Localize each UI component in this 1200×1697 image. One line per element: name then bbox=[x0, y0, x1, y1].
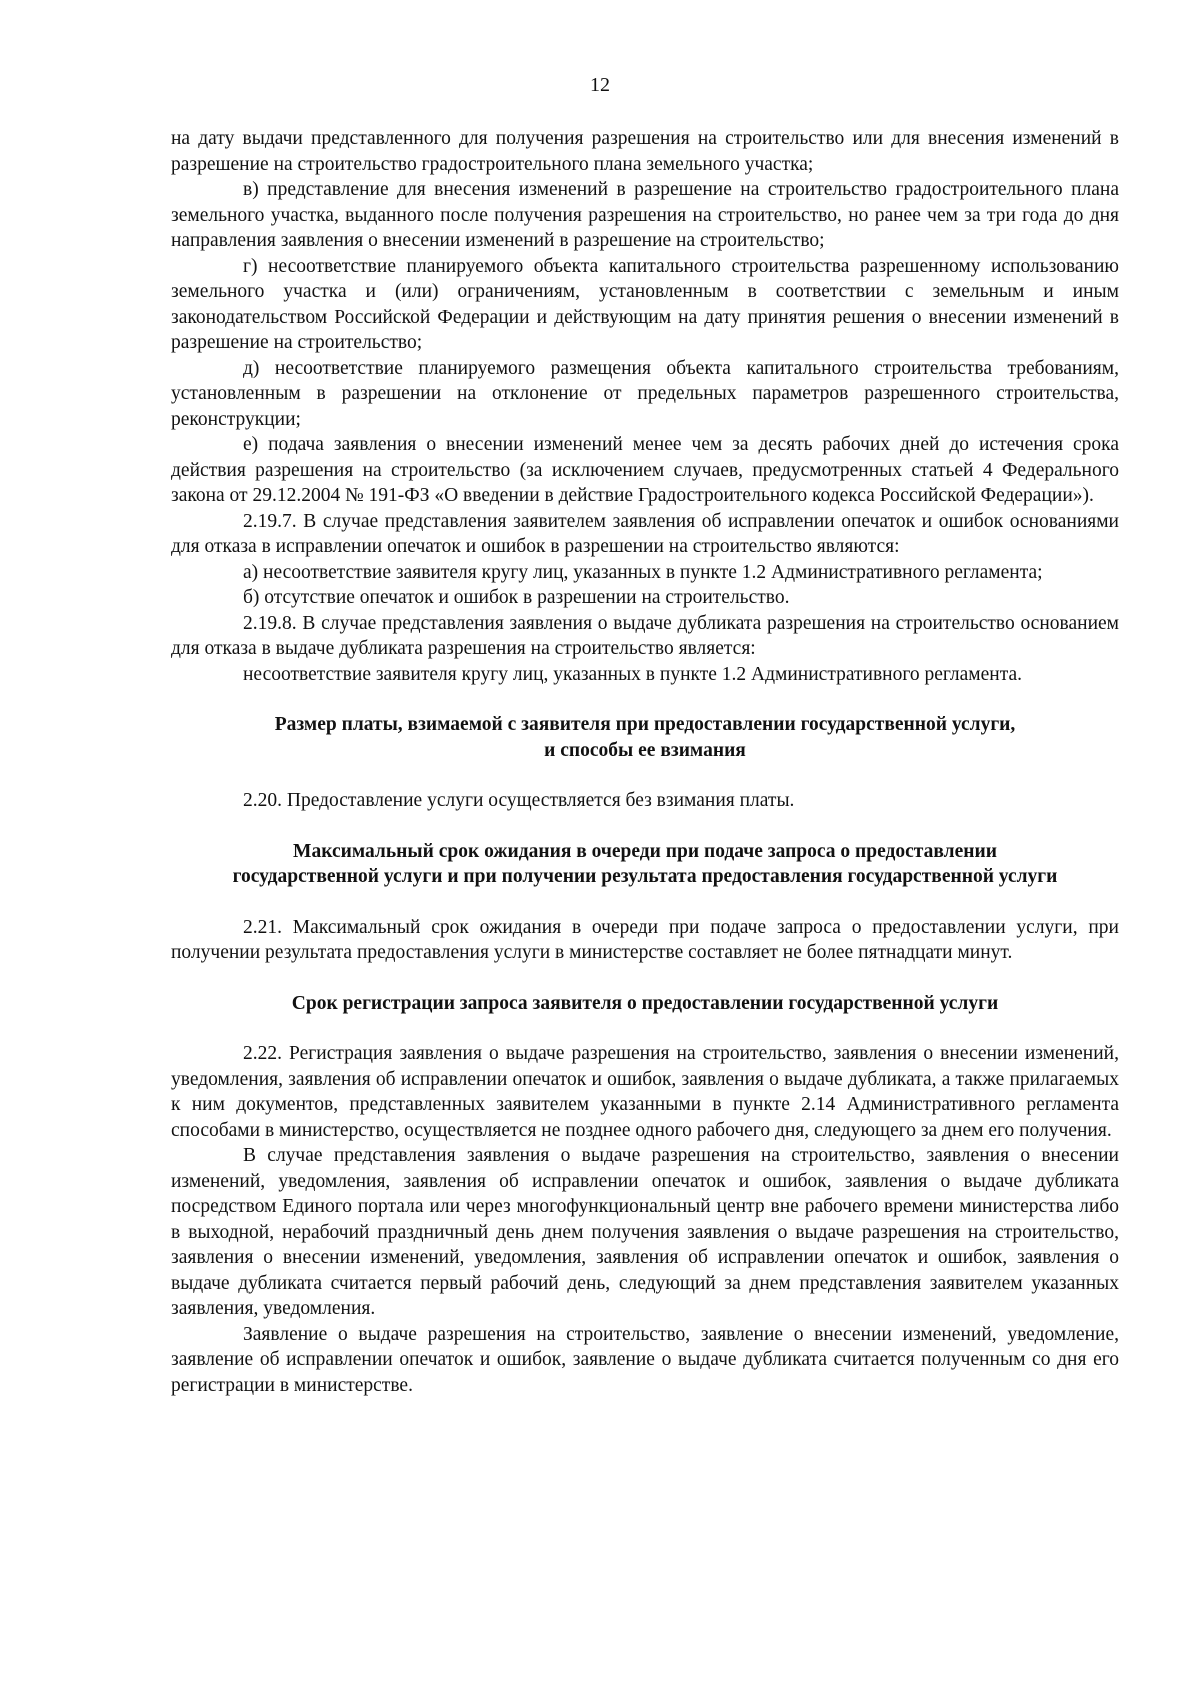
paragraph-continuation: на дату выдачи представленного для получения разрешения на строительство или для внесения изменений в разрешение на строительство градостроительного плана земельного участка; bbox=[171, 128, 1119, 175]
paragraph-2-22: 2.22. Регистрация заявления о выдаче разрешения на строительство, заявления о внесении изменений, уведомления, заявления об исправлении опечаток и ошибок, заявления о выдаче дубликата, а также прилагаемых к ним документов, представленных заявителем указанными в пункте 2.14 Административного регламента способами в министерство, осуществляется не позднее одного рабочего дня, следующего за днем его получения. bbox=[171, 1043, 1119, 1141]
section-heading-fee bbox=[171, 712, 1119, 763]
paragraph-item-b: б) отсутствие опечаток и ошибок в разрешении на строительство. bbox=[243, 587, 790, 608]
paragraph-item-d: д) несоответствие планируемого размещения объекта капитального строительства требованиям, установленным в разрешении на отклонение от предельных параметров разрешенного строительства, реконструкции; bbox=[171, 357, 1119, 430]
paragraph-item-a: а) несоответствие заявителя кругу лиц, указанных в пункте 1.2 Административного регламента; bbox=[243, 561, 1043, 583]
section-heading-registration: Срок регистрации запроса заявителя о предоставлении государственной услуги bbox=[291, 992, 999, 1014]
paragraph-2-19-7: 2.19.7. В случае представления заявителем заявления об исправлении опечаток и ошибок основаниями для отказа в исправлении опечаток и ошибок в разрешении на строительство являются: bbox=[171, 510, 1119, 557]
paragraph-2-20: 2.20. Предоставление услуги осуществляется без взимания платы. bbox=[243, 790, 795, 811]
document-body bbox=[171, 126, 1119, 1398]
paragraph-item-e: е) подача заявления о внесении изменений менее чем за десять рабочих дней до истечения срока действия разрешения на строительство (за исключением случаев, предусмотренных статьей 4 Федерального закона от 29.12.2004 № 191-ФЗ «О введении в действие Градостроительного кодекса Российской Федерации»). bbox=[171, 434, 1119, 506]
section-heading-queue bbox=[171, 839, 1119, 890]
section-heading-fee-line1: Размер платы, взимаемой с заявителя при предоставлении государственной услуги, bbox=[274, 714, 1016, 735]
section-heading-queue-line1: Максимальный срок ожидания в очереди при подаче запроса о предоставлении bbox=[293, 840, 997, 862]
section-heading-queue-line2: государственной услуги и при получении результата предоставления государственной услуги bbox=[232, 866, 1058, 887]
paragraph-2-19-8: 2.19.8. В случае представления заявления о выдаче дубликата разрешения на строительство основанием для отказа в выдаче дубликата разрешения на строительство является: bbox=[171, 612, 1119, 659]
paragraph-2-19-8-ground: несоответствие заявителя кругу лиц, указанных в пункте 1.2 Административного регламента. bbox=[243, 663, 1023, 685]
paragraph-2-22-received: Заявление о выдаче разрешения на строительство, заявление о внесении изменений, уведомление, заявление об исправлении опечаток и ошибок, заявление о выдаче дубликата считается полученным со дня его регистрации в министерстве. bbox=[171, 1323, 1119, 1396]
paragraph-item-g: г) несоответствие планируемого объекта капитального строительства разрешенному использованию земельного участка и (или) ограничениям, установленным в соответствии с земельным и иным законодательством Российской Федерации и действующим на дату принятия решения о внесении изменений в разрешение на строительство; bbox=[171, 255, 1119, 353]
section-heading-fee-line2: и способы ее взимания bbox=[544, 739, 746, 761]
page-number: 12 bbox=[590, 74, 610, 96]
paragraph-item-v: в) представление для внесения изменений в разрешение на строительство градостроительного плана земельного участка, выданного после получения разрешения на строительство, но ранее чем за три года до дня направления заявления о внесении изменений в разрешение на строительство; bbox=[171, 179, 1119, 251]
paragraph-2-22-portal: В случае представления заявления о выдаче разрешения на строительство, заявления о внесении изменений, уведомления, заявления об исправлении опечаток и ошибок, заявления о выдаче дубликата посредством Единого портала или через многофункциональный центр вне рабочего времени министерства либо в выходной, нерабочий праздничный день днем получения заявления о выдаче разрешения на строительство, заявления о внесении изменений, уведомления, заявления об исправлении опечаток и ошибок, заявления о выдаче дубликата считается первый рабочий день, следующий за днем представления заявителем указанных заявления, уведомления. bbox=[171, 1145, 1119, 1319]
paragraph-2-21: 2.21. Максимальный срок ожидания в очереди при подаче запроса о предоставлении услуги, при получении результата предоставления услуги в министерстве составляет не более пятнадцати минут. bbox=[171, 916, 1119, 963]
